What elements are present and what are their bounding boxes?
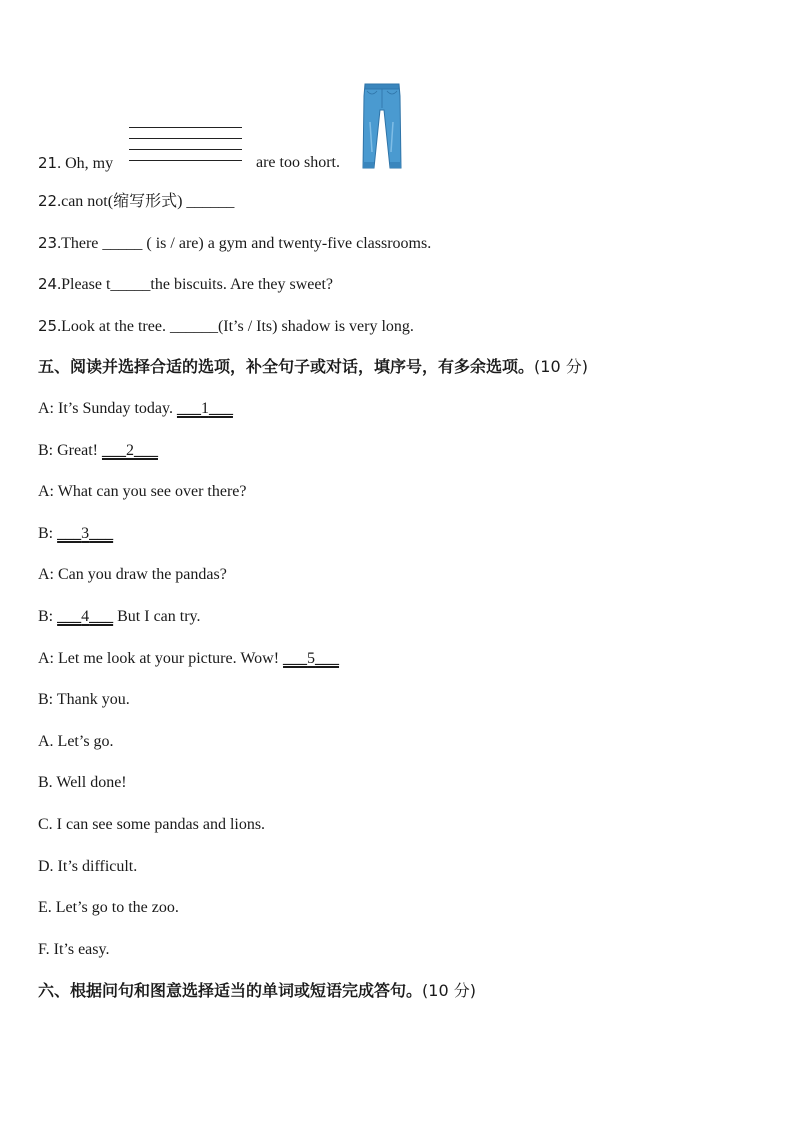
- question-text: .Look at the tree. ______(It’s / Its) shadow is very long.: [57, 318, 414, 335]
- question-24: [38, 274, 333, 295]
- dialogue-text: A: Can you draw the pandas?: [38, 566, 227, 583]
- section-6-heading: [38, 981, 476, 1001]
- dialogue-text: A: It’s Sunday today.: [38, 400, 177, 417]
- option-e: [38, 898, 179, 918]
- question-text: are too short.: [256, 154, 340, 171]
- question-text: .can not(缩写形式) ______: [57, 193, 235, 210]
- option-text: E. Let’s go to the zoo.: [38, 899, 179, 916]
- question-text: . Oh, my: [57, 155, 114, 172]
- option-text: D. It’s difficult.: [38, 858, 138, 875]
- option-c: [38, 815, 265, 835]
- answer-blank-1[interactable]: ___1___: [176, 400, 233, 417]
- question-text: .There _____ ( is / are) a gym and twenty-five classrooms.: [57, 235, 432, 252]
- jeans-icon: [362, 82, 402, 170]
- answer-blank-4[interactable]: ___4___: [57, 608, 114, 625]
- option-f: [38, 940, 109, 960]
- question-number: 23: [38, 234, 58, 252]
- dialogue-text: B: Great!: [38, 442, 102, 459]
- question-21-suffix: [256, 153, 340, 173]
- question-25: [38, 316, 414, 337]
- dialogue-text: B:: [38, 608, 58, 625]
- option-text: C. I can see some pandas and lions.: [38, 816, 266, 833]
- dialogue-line-5: [38, 565, 227, 585]
- question-number: 21: [38, 154, 58, 172]
- dialogue-text: A: What can you see over there?: [38, 483, 247, 500]
- dialogue-line-3: [38, 482, 247, 502]
- question-number: 22: [38, 192, 58, 210]
- question-23: [38, 233, 431, 254]
- q21-writing-lines: [129, 127, 242, 171]
- section-title: 五、阅读并选择合适的选项，补全句子或对话，填序号，有多余选项。: [38, 357, 535, 376]
- writing-line: [129, 160, 242, 161]
- answer-blank-2[interactable]: ___2___: [101, 442, 158, 459]
- writing-line: [129, 138, 242, 139]
- dialogue-line-7: [38, 649, 339, 669]
- option-d: [38, 857, 137, 877]
- writing-line: [129, 149, 242, 150]
- question-22: [38, 191, 234, 212]
- dialogue-line-2: [38, 441, 158, 461]
- writing-line: [129, 127, 242, 128]
- dialogue-line-8: [38, 690, 130, 710]
- option-text: B. Well done!: [38, 774, 127, 791]
- option-text: F. It’s easy.: [38, 941, 110, 958]
- question-text: .Please t_____the biscuits. Are they sweet?: [57, 276, 334, 293]
- answer-blank-3[interactable]: ___3___: [57, 525, 114, 542]
- question-number: 24: [38, 275, 58, 293]
- section-points: (10 分): [422, 981, 476, 1000]
- section-points: (10 分): [534, 357, 588, 376]
- section-5-heading: [38, 357, 588, 377]
- question-21: [38, 153, 113, 174]
- dialogue-text: A: Let me look at your picture. Wow!: [38, 650, 284, 667]
- question-number: 25: [38, 317, 58, 335]
- dialogue-line-6: [38, 607, 201, 627]
- option-text: A. Let’s go.: [38, 733, 114, 750]
- answer-blank-5[interactable]: ___5___: [283, 650, 340, 667]
- dialogue-text: B:: [38, 525, 58, 542]
- dialogue-text: B: Thank you.: [38, 691, 130, 708]
- option-a: [38, 732, 114, 752]
- dialogue-line-1: [38, 399, 233, 419]
- dialogue-text: But I can try.: [113, 608, 201, 625]
- section-title: 六、根据问句和图意选择适当的单词或短语完成答句。: [38, 981, 423, 1000]
- dialogue-line-4: [38, 524, 113, 544]
- option-b: [38, 773, 127, 793]
